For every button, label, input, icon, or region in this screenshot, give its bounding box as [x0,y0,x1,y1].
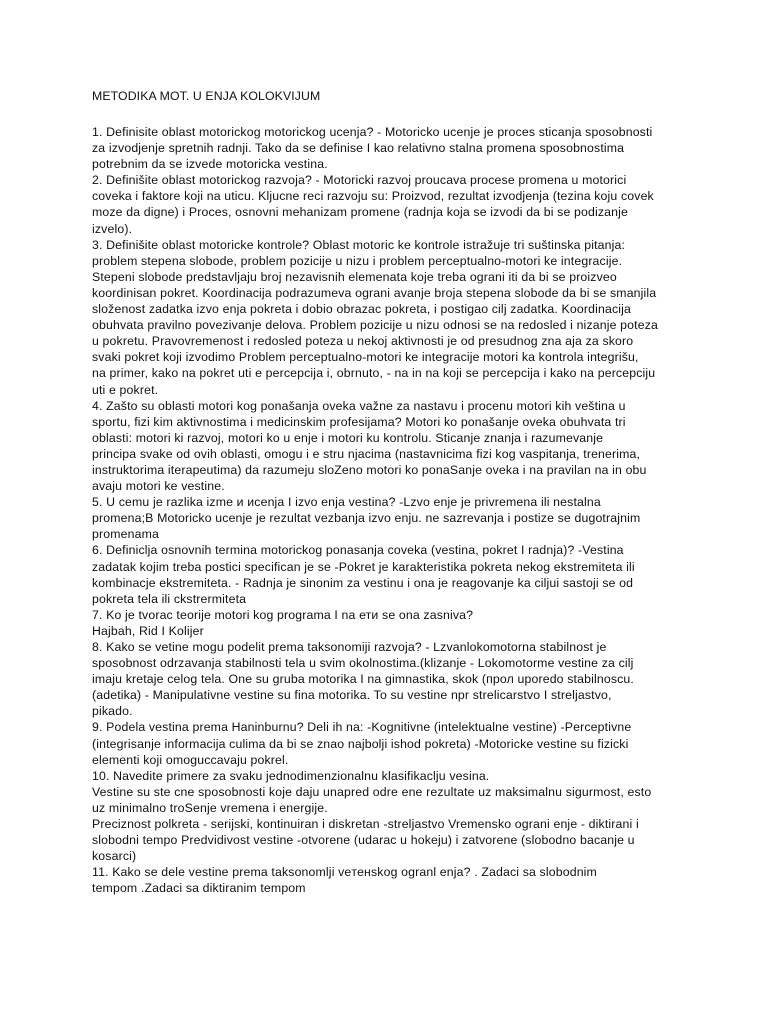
paragraph-list [92,124,682,897]
text-line: pokreta tela ili ckstrermiteta [92,591,247,606]
paragraph-1 [92,124,682,172]
text-line: oblasti: motori ki razvoj, motori ko u enje i motori ku kontrolu. Sticanje znanja i razumevanje [92,430,604,445]
text-line: sportu, fizi kim aktivnostima i medicinskim profesijama? Motori ko ponašanje oveka obuhvata tri [92,414,626,429]
text-line: (adetika) - Manipulativne vestine su fina motorika. To su vestine npr strelicarstvo I streljastvo, [92,688,612,703]
text-line: tempom .Zadaci sa diktiranim tempom [92,881,306,896]
text-line: moze da digne) i Proces, osnovni mehanizam promene (radnja koja se izvodi da bi se podizanje [92,205,629,220]
text-line: potrebnim da se izvede motoricka vestina. [92,157,328,172]
text-line: 8. Kako se vetine mogu podelit prema taksonomiji razvoja? - Lzvanlokomotorna stabilnost je [92,640,607,654]
text-line: kombinacje ekstremiteta. - Radnja je sinonim za vestinu i ona je reagovanje ka ciljui sastoji se od [92,575,634,590]
text-line: za izvodjenje spretnih radnji. Tako da se definise I kao relativno stalna promena sposobnostima [92,141,625,156]
text-line: 3. Definišite oblast motoricke kontrole? Oblast motoric ke kontrole istražuje tri suštinska pitanja: [92,237,626,252]
text-line: 2. Definišite oblast motorickog razvoja? - Motoricki razvoj proucava procese promena u motorici [92,173,627,188]
text-line: problem stepena slobode, problem pozicije u nizu i problem perceptualno-motori ke integracije. [92,253,623,268]
text-line: na primer, kako na pokret uti e percepcija i, obrnuto, - na in na koji se percepcija i kako na percepciju [92,366,656,381]
text-line: promenama [92,527,159,542]
text-line: koordinisan pokret. Koordinacija podrazumeva ograni avanje broja stepena slobode da bi se smanjila [92,285,657,300]
text-line: sposobnost odrzavanja stabilnosti tela u svim okolnostima.(klizanje - Lokomotorme vestine za cilj [92,656,634,671]
paragraph-2 [92,172,682,236]
paragraph-7 [92,607,682,639]
paragraph-5 [92,494,682,542]
text-line: (integrisanje informacija culima da bi se znao najbolji ishod pokreta) -Motoricke vestine su fizicki [92,736,629,751]
text-line: imaju kretaje celog tela. One su gruba motorika I na gimnastika, skok (прол uporedo stabilnoscu. [92,672,634,687]
text-line: 11. Kako se dele vestine prema taksonomlji veтенskog ogranl enja? . Zadaci sa slobodnim [92,865,597,880]
text-line: elementi koji omoguccavaju pokrel. [92,752,289,767]
text-line: 6. Definiclja osnovnih termina motorickog ponasanja coveka (vestina, pokret I radnja)? -Vestina [92,543,624,558]
paragraph-10 [92,768,682,865]
paragraph-11 [92,864,682,896]
text-line: Preciznost polkreta - serijski, kontinuiran i diskretan -streljastvo Vremensko ograni enje - diktirani i [92,817,639,832]
text-line: 5. U cemu je razlika izme и исеnja I izvo enja vestina? -Lzvo enje je privremena ili nestalna [92,495,601,510]
paragraph-4 [92,398,682,495]
text-line: u pokretu. Pravovremenost i redosled poteza u nekoj aktivnosti je od presudnog zna aja za skoro [92,334,634,349]
text-line: 1. Definisite oblast motorickog motorickog ucenja? - Motoricko ucenje je proces sticanja sposobnosti [92,125,653,139]
paragraph-6 [92,542,682,606]
text-line: 4. Zašto su oblasti motori kog ponašanja oveka važne za nastavu i procenu motori kih veština u [92,398,626,413]
document-body [92,88,682,897]
text-line: zadatak kojim treba postici specifican je se -Pokret je karakteristika pokreta nekog ekstremiteta ili [92,559,635,574]
document-title: METODIKA MOT. U ENJA KOLOKVIJUM [92,89,321,103]
text-line: instruktorima iterapeutima) da razumeju sloZeno motori ko ponaSanje oveka i na pravilan na in obu [92,462,647,477]
text-line: pikado. [92,704,133,719]
text-line: uz minimalno troSenje vremena i energije. [92,800,328,815]
text-line: Stepeni slobode predstavljaju broj nezavisnih elemenata koje treba ograni iti da bi se proizveo [92,269,617,284]
text-line: složenost zadatka izvo enja pokreta i dobio obrazac pokreta, i postigao cilj zadatka. Koordinacija [92,302,631,317]
paragraph-3 [92,237,682,398]
text-line: Hajbah, Rid I Kolijer [92,623,204,638]
text-line: izvelo). [92,221,133,236]
text-line: avaju motori ke vestine. [92,479,225,494]
text-line: Vestine su ste cne sposobnosti koje daju unapred odre ene rezultate uz maksimalnu sigurmost, esto [92,784,652,799]
text-line: slobodni tempo Predvidivost vestine -otvorene (udarac u hokeju) i zatvorene (slobodno bacanje u [92,833,635,848]
text-line: 10. Navedite primere za svaku jednodimenzionalnu klasifikaclju vesina. [92,768,490,783]
text-line: 9. Podela vestina prema Haninburnu? Deli ih na: -Kognitivne (intelektualne vestine) -Perceptivne [92,720,632,735]
text-line: kosarci) [92,849,137,864]
text-line: obuhvata pravilno povezivanje delova. Problem pozicije u nizu odnosi se na redosled i nizanje poteza [92,318,658,333]
text-line: svaki pokret koji izvodimo Problem perceptualno-motori ke integracije motori ka kontrola integrišu, [92,350,639,365]
text-line: 7. Ko je tvorac teorije motori kog programa I na ети se ona zasniva? [92,607,474,622]
text-line: coveka i faktore koji na uticu. Kljucne reci razvoju su: Proizvod, rezultat izvodjenja (tezina koju covek [92,189,654,204]
text-line: promena;B Motoricko ucenje je rezultat vezbanja izvo enju. ne sazrevanja i postize se dugotrajnim [92,511,641,526]
text-line: uti e pokret. [92,382,159,397]
text-line: principa svake od ovih oblasti, omogu i e stru njacima (nastavnicima fizi kog vaspitanja, trenerima, [92,446,641,461]
paragraph-8 [92,639,682,719]
paragraph-9 [92,719,682,767]
